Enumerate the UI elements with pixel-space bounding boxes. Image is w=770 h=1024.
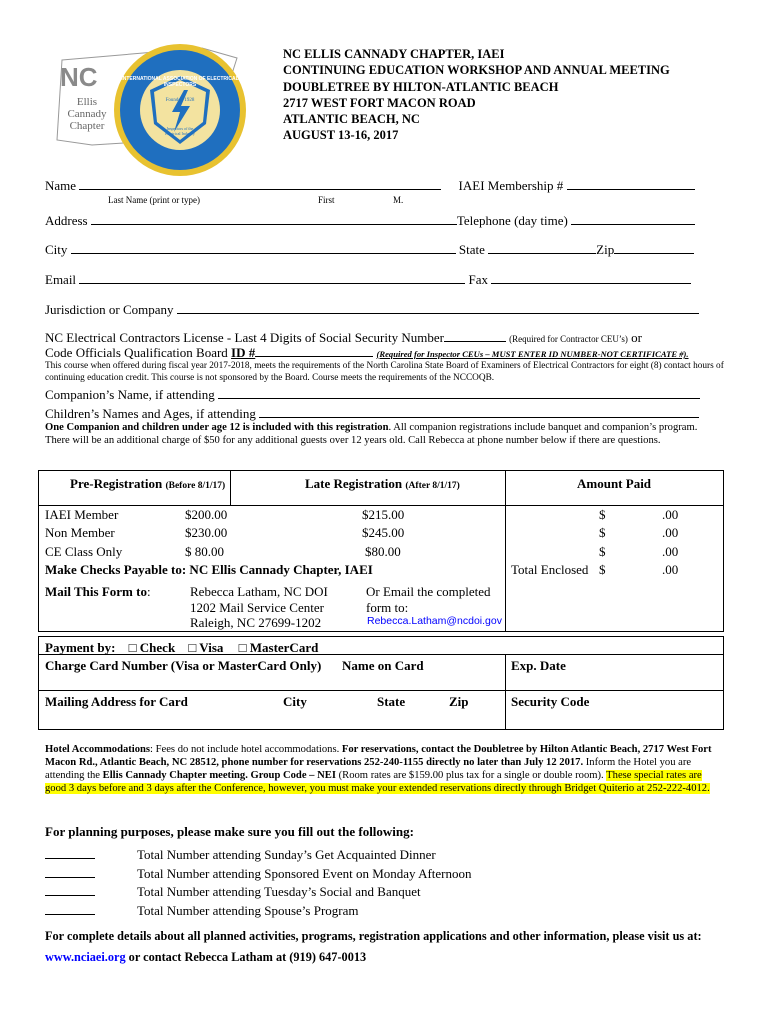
col-divider	[505, 470, 506, 632]
check-option: Check	[139, 640, 176, 655]
amount-paid-header: Amount Paid	[577, 476, 652, 491]
payment-by-row	[45, 640, 318, 656]
name-label: Name	[45, 178, 77, 193]
address-row	[45, 213, 695, 229]
fax-field[interactable]	[491, 272, 691, 284]
companion-para-bold: One Companion and children under age 12 is included with this registration	[45, 422, 389, 433]
planning-count-field[interactable]	[45, 847, 95, 859]
header-line: 2717 WEST FORT MACON ROAD	[283, 95, 476, 110]
seal-ring-text: INTERNATIONAL ASSOCIATION OF ELECTRICAL INSPECTORS	[121, 76, 239, 88]
email-label: Email	[45, 272, 77, 287]
hotel-highlight: These special rates are good 3 days before and 3 days after the Conference, however, you must make your extended reservations directly through Bridget Quiterio at 252-222-4012.	[45, 770, 710, 794]
planning-item	[45, 902, 472, 921]
security-code-label: Security Code	[511, 694, 590, 709]
header-line: ATLANTIC BEACH, NC	[283, 112, 420, 127]
name-field[interactable]	[79, 178, 441, 190]
mail-line: 1202 Mail Service Center	[190, 599, 324, 615]
total-amount[interactable]: .00	[662, 562, 679, 577]
hotel-reservations: For reservations, contact the Doubletree by Hilton Atlantic Beach, 2717 West Fort Macon Rd., Atlantic Beach, NC 28512, phone number for reservations 252-240-1155 directly no later than July 12 2017.	[45, 744, 712, 768]
children-label: Children’s Names and Ages, if attending	[45, 406, 256, 421]
license-field[interactable]	[444, 330, 506, 342]
payment-by-label: Payment by:	[45, 640, 116, 655]
fee-pre: $ 80.00	[185, 544, 224, 559]
zip-field[interactable]	[614, 242, 694, 254]
logo-line: Ellis	[76, 96, 98, 108]
planning-item	[45, 883, 472, 902]
zip-label: Zip	[596, 242, 615, 257]
row-divider	[38, 690, 724, 691]
license-or: or	[631, 330, 642, 345]
late-reg-note: (After 8/1/17)	[405, 481, 460, 491]
address-label: Address	[45, 213, 88, 228]
planning-item	[45, 865, 472, 884]
mastercard-checkbox[interactable]: □	[238, 640, 247, 655]
iaei-seal-icon	[110, 42, 250, 178]
state-field[interactable]	[488, 242, 596, 254]
header-line: DOUBLETREE BY HILTON-ATLANTIC BEACH	[283, 79, 559, 94]
companion-row	[45, 387, 700, 403]
hotel-intro: : Fees do not include hotel accommodations.	[150, 744, 342, 755]
email-row	[45, 272, 691, 288]
license-note: (Required for Contractor CEU’s)	[509, 334, 628, 344]
hotel-group-code: Ellis Cannady Chapter meeting. Group Code – NEI	[102, 770, 336, 781]
col-divider	[505, 654, 506, 730]
city-row	[45, 242, 694, 258]
checks-payable: Make Checks Payable to: NC Ellis Cannady Chapter, IAEI	[45, 562, 373, 577]
ceu-paragraph: This course when offered during fiscal year 2017-2018, meets the requirements of the North Carolina State Board of Examiners of Electrical Contractors for eight (8) contact hours of continuing education credit. This course is not sponsored by the Board. Course meets the requirements of the NCCOQB.	[45, 361, 724, 383]
card-zip-label: Zip	[449, 694, 469, 709]
telephone-label: Telephone (day time)	[456, 213, 568, 228]
fee-currency: $	[599, 544, 606, 559]
telephone-field[interactable]	[571, 213, 695, 225]
planning-item-label: Total Number attending Spouse’s Program	[137, 903, 359, 919]
fee-pre: $200.00	[185, 507, 228, 522]
email-field[interactable]	[79, 272, 465, 284]
row-divider	[38, 505, 724, 506]
pre-reg-label: Pre-Registration	[70, 476, 163, 491]
code-officials-label: Code Officials Qualification Board	[45, 345, 228, 360]
event-header	[283, 46, 670, 144]
hotel-label: Hotel Accommodations	[45, 744, 151, 755]
footer-details: For complete details about all planned activities, programs, registration applications and other information, please visit us at:	[45, 929, 702, 943]
footer-contact: or contact Rebecca Latham at (919) 647-0013	[125, 950, 367, 964]
planning-list	[45, 846, 472, 921]
planning-title: For planning purposes, please make sure you fill out the following:	[45, 824, 414, 839]
header-line: NC ELLIS CANNADY CHAPTER, IAEI	[283, 47, 505, 61]
mail-form-colon: :	[146, 584, 151, 599]
planning-item	[45, 846, 472, 865]
visa-option: Visa	[199, 640, 224, 655]
fee-amount[interactable]: .00	[662, 507, 679, 522]
code-officials-row	[45, 345, 689, 361]
mastercard-option: MasterCard	[249, 640, 319, 655]
companion-para-rest: . All companion registrations include banquet and companion’s program. There will be an additional charge of $50 for any additional guests over 12 years old. Call Rebecca at phone number below if there are questions.	[45, 422, 698, 446]
iaei-membership-label: IAEI Membership #	[458, 178, 564, 193]
id-field[interactable]	[255, 345, 373, 357]
license-label: NC Electrical Contractors License - Last 4 Digits of Social Security Number	[45, 330, 444, 345]
late-reg-label: Late Registration	[305, 476, 403, 491]
mailing-address-label: Mailing Address for Card	[45, 694, 188, 709]
name-on-card-label: Name on Card	[342, 658, 424, 673]
planning-count-field[interactable]	[45, 903, 95, 915]
footer-contact-row	[45, 950, 366, 965]
header-line: CONTINUING EDUCATION WORKSHOP AND ANNUAL MEETING	[283, 63, 670, 78]
children-field[interactable]	[259, 406, 699, 418]
mail-line: Rebecca Latham, NC DOI	[190, 584, 328, 599]
id-note: (Required for Inspector CEUs – MUST ENTER ID NUMBER-NOT CERTIFICATE #).	[376, 349, 689, 359]
email-instructions	[366, 584, 491, 615]
col-divider	[230, 470, 231, 505]
fee-late: $80.00	[365, 544, 401, 559]
planning-count-field[interactable]	[45, 866, 95, 878]
fax-label: Fax	[468, 272, 489, 287]
header-line: AUGUST 13-16, 2017	[283, 128, 399, 143]
email-link[interactable]: Rebecca.Latham@ncdoi.gov	[367, 615, 502, 627]
last-name-hint: Last Name (print or type)	[108, 195, 200, 205]
mail-form-text: Mail This Form to	[45, 584, 147, 599]
address-field[interactable]	[91, 213, 457, 225]
jurisdiction-row	[45, 302, 699, 318]
companion-field[interactable]	[218, 387, 700, 399]
fee-late: $245.00	[362, 525, 405, 540]
jurisdiction-label: Jurisdiction or Company	[45, 302, 174, 317]
pre-reg-note: (Before 8/1/17)	[165, 481, 226, 491]
companion-label: Companion’s Name, if attending	[45, 387, 215, 402]
logo	[52, 40, 252, 170]
logo-line: Chapter	[69, 120, 105, 132]
jurisdiction-field[interactable]	[177, 302, 699, 314]
fee-amount[interactable]: .00	[662, 525, 679, 540]
city-label: City	[45, 242, 68, 257]
exp-date-label: Exp. Date	[511, 658, 566, 673]
logo-nc: NC	[60, 62, 98, 92]
hotel-inform: Inform the Hotel you are attending the	[45, 757, 692, 781]
mail-form-label	[45, 584, 151, 600]
logo-chapter-name	[64, 96, 110, 132]
mail-line: Raleigh, NC 27699-1202	[190, 615, 322, 630]
pre-reg-header	[70, 476, 225, 492]
check-checkbox[interactable]: □	[128, 640, 137, 655]
planning-item-label: Total Number attending Sponsored Event on Monday Afternoon	[137, 865, 472, 881]
visa-checkbox[interactable]: □	[188, 640, 197, 655]
email-line: form to:	[366, 599, 409, 615]
logo-line: Cannady	[67, 108, 107, 120]
mi-hint: M.	[393, 195, 404, 205]
mail-address	[190, 584, 328, 631]
name-row	[45, 178, 695, 194]
card-number-label: Charge Card Number (Visa or MasterCard Only)	[45, 658, 322, 673]
planning-count-field[interactable]	[45, 884, 95, 896]
hotel-rates: (Room rates are $159.00 plus tax for a single or double room).	[335, 770, 604, 781]
late-reg-header	[305, 476, 460, 492]
first-name-hint: First	[318, 195, 335, 205]
fee-currency: $	[599, 507, 606, 522]
hotel-paragraph	[45, 743, 725, 795]
fee-label: IAEI Member	[45, 507, 119, 522]
total-currency: $	[599, 562, 606, 577]
city-field[interactable]	[71, 242, 456, 254]
card-city-label: City	[283, 694, 307, 709]
planning-item-label: Total Number attending Sunday’s Get Acquainted Dinner	[137, 847, 436, 862]
card-state-label: State	[377, 694, 406, 709]
fee-currency: $	[599, 525, 606, 540]
seal-inner-top: Founded 1928	[165, 98, 195, 103]
fee-label: Non Member	[45, 525, 115, 540]
iaei-membership-field[interactable]	[567, 178, 695, 190]
seal-inner-bottom: Inspectors of the Electrical Industry	[165, 126, 195, 136]
companion-paragraph	[45, 421, 713, 447]
id-label: ID #	[231, 345, 256, 360]
license-row	[45, 330, 642, 346]
state-label: State	[458, 242, 485, 257]
planning-item-label: Total Number attending Tuesday’s Social and Banquet	[137, 884, 421, 900]
email-line: Or Email the completed	[366, 584, 491, 599]
total-enclosed-label: Total Enclosed	[511, 562, 589, 577]
fee-late: $215.00	[362, 507, 405, 522]
website-link[interactable]: www.nciaei.org	[45, 950, 126, 964]
fee-label: CE Class Only	[45, 544, 123, 559]
fee-pre: $230.00	[185, 525, 228, 540]
fee-amount[interactable]: .00	[662, 544, 679, 559]
children-row	[45, 406, 699, 422]
